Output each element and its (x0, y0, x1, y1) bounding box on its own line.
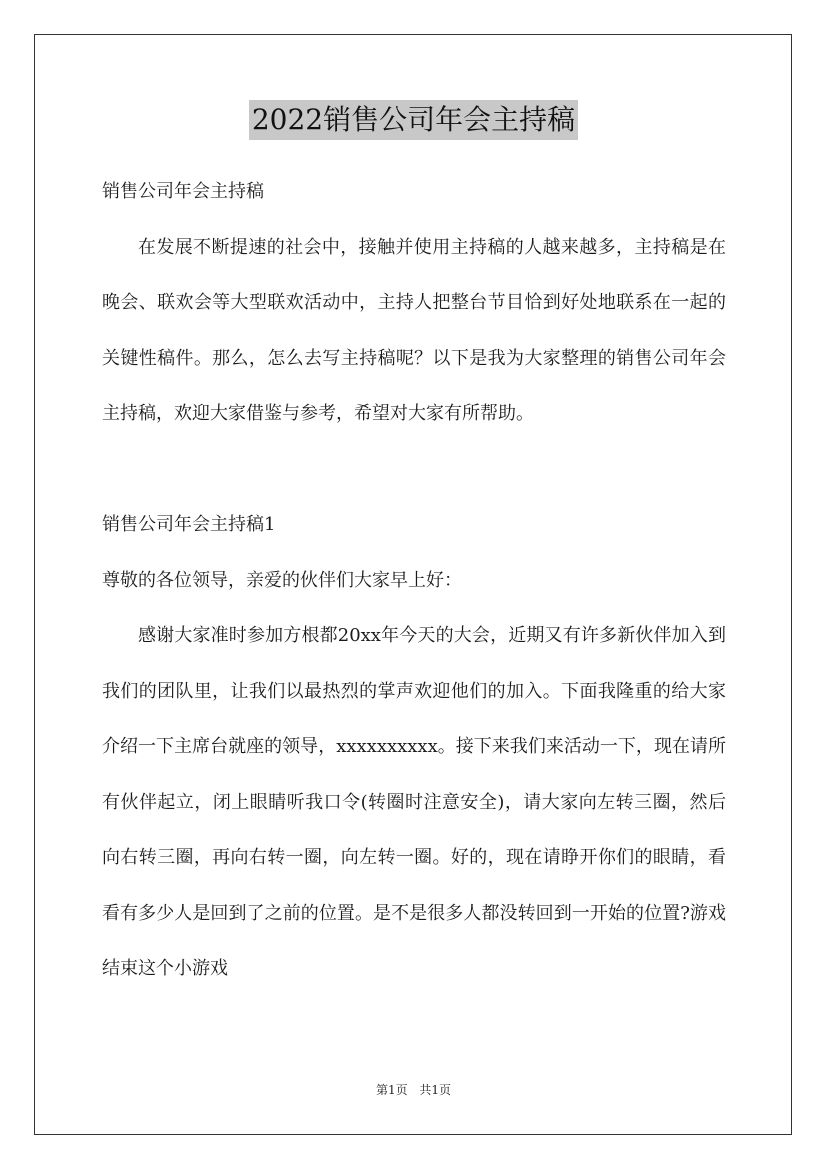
blank-line (102, 442, 726, 498)
document-title: 2022销售公司年会主持稿 (249, 100, 578, 140)
section-heading-1: 销售公司年会主持稿1 (102, 514, 276, 535)
page-number-total: 共1页 (419, 1083, 452, 1097)
title-container (0, 100, 827, 140)
salutation-paragraph: 尊敬的各位领导，亲爱的伙伴们大家早上好： (102, 569, 462, 591)
body-paragraph: 感谢大家准时参加方根都20xx年今天的大会，近期又有许多新伙伴加入到我们的团队里，让我们以最热烈的掌声欢迎他们的加入。下面我隆重的给大家介绍一下主席台就座的领导，xxxxxxxxxx。接下来我们来活动一下，现在请所有伙伴起立，闭上眼睛听我口令(转圈时注意安全)，请大家向左转三圈，然后向右转三圈，再向右转一圈，向左转一圈。好的，现在请睁开你们的眼睛，看看有多少人是回到了之前的位置。是不是很多人都没转回到一开始的位置?游戏结束这个小游戏 (102, 625, 726, 979)
intro-paragraph: 在发展不断提速的社会中，接触并使用主持稿的人越来越多，主持稿是在晚会、联欢会等大型联欢活动中，主持人把整台节目恰到好处地联系在一起的关键性稿件。那么，怎么去写主持稿呢？以下是我为大家整理的销售公司年会主持稿，欢迎大家借鉴与参考，希望对大家有所帮助。 (102, 236, 726, 424)
page-footer (0, 1082, 827, 1098)
page-number-current: 第1页 (375, 1083, 408, 1097)
section-heading-intro: 销售公司年会主持稿 (102, 181, 264, 202)
document-body (102, 164, 726, 997)
